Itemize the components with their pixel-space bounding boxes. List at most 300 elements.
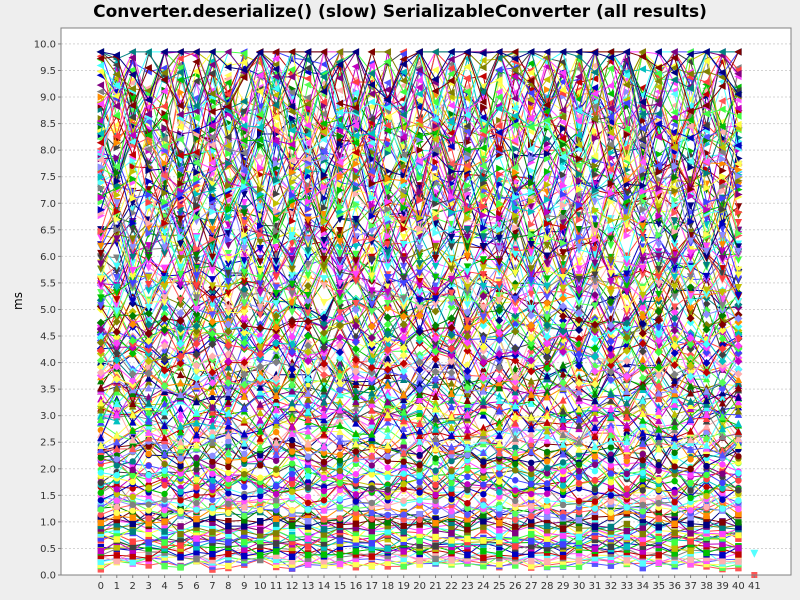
data-point <box>289 471 295 477</box>
data-point <box>656 515 662 521</box>
data-point <box>321 497 327 503</box>
data-point <box>385 512 391 518</box>
data-point <box>225 501 231 507</box>
data-point <box>448 486 454 492</box>
data-point <box>656 500 662 506</box>
data-point <box>703 504 709 510</box>
data-point <box>241 471 247 477</box>
data-point <box>289 507 295 513</box>
data-point <box>719 485 725 491</box>
data-point <box>560 526 566 532</box>
data-point <box>544 491 550 497</box>
data-point <box>289 522 295 528</box>
data-point <box>130 514 136 520</box>
data-point <box>464 487 470 493</box>
data-point <box>496 471 502 477</box>
data-point <box>209 505 215 511</box>
data-point <box>528 513 534 519</box>
data-point <box>416 537 422 543</box>
data-point <box>608 509 614 515</box>
data-point <box>353 498 359 504</box>
data-point <box>448 537 454 543</box>
data-point <box>592 477 598 483</box>
data-point <box>528 491 534 497</box>
data-point <box>624 504 630 510</box>
data-point <box>432 482 438 488</box>
data-point <box>464 465 470 471</box>
data-point <box>560 468 566 474</box>
data-point <box>337 452 343 458</box>
data-point <box>385 519 391 525</box>
data-point <box>512 551 518 557</box>
data-point <box>273 516 279 522</box>
data-point <box>608 499 614 505</box>
data-point <box>177 523 183 529</box>
data-point <box>687 487 693 493</box>
data-point <box>114 497 120 503</box>
data-point <box>289 554 295 560</box>
data-point <box>369 462 375 468</box>
data-point <box>145 501 151 507</box>
data-point <box>432 508 438 514</box>
data-point <box>145 539 151 545</box>
data-point <box>480 502 486 508</box>
data-point <box>98 559 104 565</box>
data-point <box>400 511 406 517</box>
data-point <box>130 502 136 508</box>
data-point <box>273 429 279 435</box>
data-point <box>114 552 120 558</box>
data-point <box>416 527 422 533</box>
data-point <box>353 471 359 477</box>
data-point <box>608 444 614 450</box>
data-point <box>130 553 136 559</box>
data-point <box>98 506 104 512</box>
data-point <box>337 468 343 474</box>
data-point <box>305 494 311 500</box>
data-point <box>687 530 693 536</box>
data-point <box>735 545 741 551</box>
data-point <box>719 461 725 467</box>
data-point <box>305 454 311 460</box>
data-point <box>592 486 598 492</box>
data-point <box>703 522 709 528</box>
data-point <box>576 534 582 540</box>
data-point <box>257 507 263 513</box>
data-point <box>209 453 215 459</box>
data-point <box>640 560 646 566</box>
data-point <box>671 539 677 545</box>
data-point <box>687 456 693 462</box>
data-point <box>544 498 550 504</box>
data-point <box>273 491 279 497</box>
data-point <box>385 545 391 551</box>
data-point <box>98 497 104 503</box>
data-point <box>512 543 518 549</box>
data-point <box>735 551 741 557</box>
data-point <box>512 467 518 473</box>
data-point <box>735 558 741 564</box>
data-point <box>687 466 693 472</box>
data-point <box>114 536 120 542</box>
data-point <box>687 507 693 513</box>
data-point <box>161 482 167 488</box>
data-point <box>257 488 263 494</box>
data-point <box>289 449 295 455</box>
data-point <box>719 531 725 537</box>
data-point <box>416 517 422 523</box>
data-point <box>209 529 215 535</box>
data-point <box>640 487 646 493</box>
data-point <box>496 505 502 511</box>
data-point <box>576 468 582 474</box>
data-point <box>193 500 199 506</box>
data-point <box>225 510 231 516</box>
data-point <box>400 498 406 504</box>
data-point <box>671 521 677 527</box>
data-point <box>608 479 614 485</box>
data-point <box>624 533 630 539</box>
data-point <box>480 491 486 497</box>
data-point <box>416 511 422 517</box>
data-point <box>544 508 550 514</box>
data-point <box>305 473 311 479</box>
data-point <box>560 541 566 547</box>
data-point <box>735 477 741 483</box>
data-point <box>671 529 677 535</box>
data-point <box>703 493 709 499</box>
data-point <box>656 560 662 566</box>
data-point <box>671 450 677 456</box>
data-point <box>671 463 677 469</box>
data-point <box>464 452 470 458</box>
data-point <box>98 520 104 526</box>
data-point <box>687 557 693 563</box>
data-point <box>177 455 183 461</box>
data-point <box>305 485 311 491</box>
data-point <box>528 465 534 471</box>
data-point <box>145 515 151 521</box>
data-point <box>321 516 327 522</box>
data-point <box>337 552 343 558</box>
data-point <box>432 556 438 562</box>
data-point <box>687 538 693 544</box>
data-point <box>241 494 247 500</box>
data-point <box>337 480 343 486</box>
data-point <box>687 548 693 554</box>
data-point <box>464 473 470 479</box>
data-point <box>608 470 614 476</box>
data-point <box>671 489 677 495</box>
data-point <box>241 513 247 519</box>
data-point <box>177 542 183 548</box>
data-point <box>385 474 391 480</box>
data-point <box>369 553 375 559</box>
data-point <box>98 454 104 460</box>
data-point <box>528 460 534 466</box>
data-point <box>289 460 295 466</box>
data-point <box>337 504 343 510</box>
data-point <box>385 464 391 470</box>
data-point <box>145 555 151 561</box>
data-point <box>369 523 375 529</box>
data-point <box>305 506 311 512</box>
data-point <box>321 459 327 465</box>
data-point <box>321 488 327 494</box>
data-point <box>512 487 518 493</box>
data-point <box>528 538 534 544</box>
data-point <box>353 505 359 511</box>
data-point <box>145 451 151 457</box>
data-point <box>671 499 677 505</box>
data-point <box>432 534 438 540</box>
data-point <box>337 561 343 567</box>
data-point <box>369 485 375 491</box>
data-point <box>592 498 598 504</box>
data-point <box>241 504 247 510</box>
data-point <box>225 470 231 476</box>
data-point <box>177 554 183 560</box>
data-point <box>161 468 167 474</box>
data-point <box>273 530 279 536</box>
data-point <box>687 480 693 486</box>
data-point <box>528 551 534 557</box>
data-point <box>560 459 566 465</box>
data-point <box>687 520 693 526</box>
data-point <box>400 528 406 534</box>
data-point <box>464 481 470 487</box>
data-point <box>161 563 167 569</box>
data-point <box>432 543 438 549</box>
data-point <box>671 478 677 484</box>
data-point <box>512 536 518 542</box>
data-point <box>400 563 406 569</box>
data-point <box>114 558 120 564</box>
data-point <box>560 482 566 488</box>
data-point <box>130 507 136 513</box>
data-point <box>177 497 183 503</box>
data-point <box>289 481 295 487</box>
data-point <box>624 521 630 527</box>
data-point <box>98 469 104 475</box>
data-point <box>385 487 391 493</box>
data-point <box>576 557 582 563</box>
data-point <box>400 481 406 487</box>
data-point <box>656 552 662 558</box>
data-point <box>608 492 614 498</box>
data-point <box>416 452 422 458</box>
data-point <box>719 470 725 476</box>
data-point <box>528 558 534 564</box>
data-point <box>225 464 231 470</box>
data-point <box>225 539 231 545</box>
data-point <box>289 534 295 540</box>
data-point <box>130 559 136 565</box>
data-point <box>161 491 167 497</box>
data-point <box>130 528 136 534</box>
data-point <box>416 462 422 468</box>
data-point <box>400 459 406 465</box>
data-point <box>656 487 662 493</box>
data-point <box>703 484 709 490</box>
data-point <box>209 537 215 543</box>
data-point <box>130 521 136 527</box>
data-point <box>719 506 725 512</box>
data-point <box>114 510 120 516</box>
data-point <box>193 476 199 482</box>
data-point <box>512 517 518 523</box>
data-point <box>544 536 550 542</box>
data-point <box>241 553 247 559</box>
data-point <box>464 536 470 542</box>
data-point <box>209 484 215 490</box>
data-point <box>480 459 486 465</box>
data-point <box>177 564 183 570</box>
data-point <box>480 548 486 554</box>
data-point <box>161 518 167 524</box>
data-point <box>448 474 454 480</box>
data-point <box>735 497 741 503</box>
data-point <box>114 486 120 492</box>
data-point <box>225 563 231 569</box>
data-point <box>193 516 199 522</box>
data-point <box>432 475 438 481</box>
data-point <box>719 519 725 525</box>
data-point <box>400 471 406 477</box>
data-point <box>337 457 343 463</box>
data-point <box>241 484 247 490</box>
data-point <box>385 453 391 459</box>
data-point <box>209 551 215 557</box>
data-point <box>464 552 470 558</box>
data-point <box>496 528 502 534</box>
data-point <box>592 505 598 511</box>
data-point <box>592 462 598 468</box>
data-point <box>257 462 263 468</box>
data-point <box>337 496 343 502</box>
data-point <box>624 557 630 563</box>
data-point <box>98 480 104 486</box>
data-point <box>496 561 502 567</box>
data-point <box>353 520 359 526</box>
data-point <box>464 500 470 506</box>
data-point <box>273 483 279 489</box>
data-point <box>703 513 709 519</box>
data-point <box>624 543 630 549</box>
data-point <box>464 511 470 517</box>
data-point <box>432 455 438 461</box>
data-point <box>432 527 438 533</box>
data-point <box>640 451 646 457</box>
data-point <box>640 531 646 537</box>
data-point <box>161 539 167 545</box>
data-point <box>193 484 199 490</box>
data-point <box>448 508 454 514</box>
data-point <box>145 484 151 490</box>
data-point <box>735 470 741 476</box>
data-point <box>448 557 454 563</box>
data-point <box>656 536 662 542</box>
data-point <box>608 544 614 550</box>
data-point <box>241 451 247 457</box>
data-point <box>369 516 375 522</box>
data-point <box>161 461 167 467</box>
data-point <box>703 472 709 478</box>
data-point <box>225 523 231 529</box>
data-point <box>576 480 582 486</box>
data-point <box>416 497 422 503</box>
data-point <box>735 519 741 525</box>
data-point <box>273 497 279 503</box>
data-point <box>656 524 662 530</box>
data-point <box>496 489 502 495</box>
data-point <box>321 475 327 481</box>
data-point <box>273 466 279 472</box>
data-point <box>161 507 167 513</box>
data-point <box>257 475 263 481</box>
data-point <box>321 551 327 557</box>
data-point <box>353 491 359 497</box>
data-point <box>432 492 438 498</box>
data-point <box>305 500 311 506</box>
data-point <box>225 551 231 557</box>
data-point <box>496 511 502 517</box>
data-point <box>560 532 566 538</box>
data-point <box>576 498 582 504</box>
data-point <box>289 488 295 494</box>
data-point <box>512 461 518 467</box>
data-point <box>735 487 741 493</box>
data-point <box>114 472 120 478</box>
data-point <box>130 494 136 500</box>
data-point <box>576 474 582 480</box>
data-point <box>703 550 709 556</box>
data-point <box>560 502 566 508</box>
data-point <box>257 527 263 533</box>
data-point <box>544 465 550 471</box>
data-point <box>560 514 566 520</box>
data-point <box>608 456 614 462</box>
data-point <box>98 548 104 554</box>
data-point <box>480 537 486 543</box>
data-point <box>305 543 311 549</box>
data-point <box>544 523 550 529</box>
data-point <box>177 531 183 537</box>
data-point <box>624 486 630 492</box>
data-point <box>241 539 247 545</box>
data-point <box>353 536 359 542</box>
data-point <box>98 489 104 495</box>
data-point <box>512 523 518 529</box>
data-point <box>145 462 151 468</box>
data-point <box>257 552 263 558</box>
data-point <box>337 515 343 521</box>
data-point <box>257 518 263 524</box>
data-point <box>512 477 518 483</box>
data-point <box>448 496 454 502</box>
data-point <box>416 489 422 495</box>
data-point <box>416 479 422 485</box>
data-point <box>464 526 470 532</box>
data-point <box>305 518 311 524</box>
data-point <box>289 437 295 443</box>
data-point <box>512 530 518 536</box>
data-point <box>719 480 725 486</box>
data-point <box>671 545 677 551</box>
chart-title: Converter.deserialize() (slow) SerializableConverter (all results) <box>93 2 707 22</box>
data-point <box>528 481 534 487</box>
data-point <box>608 524 614 530</box>
